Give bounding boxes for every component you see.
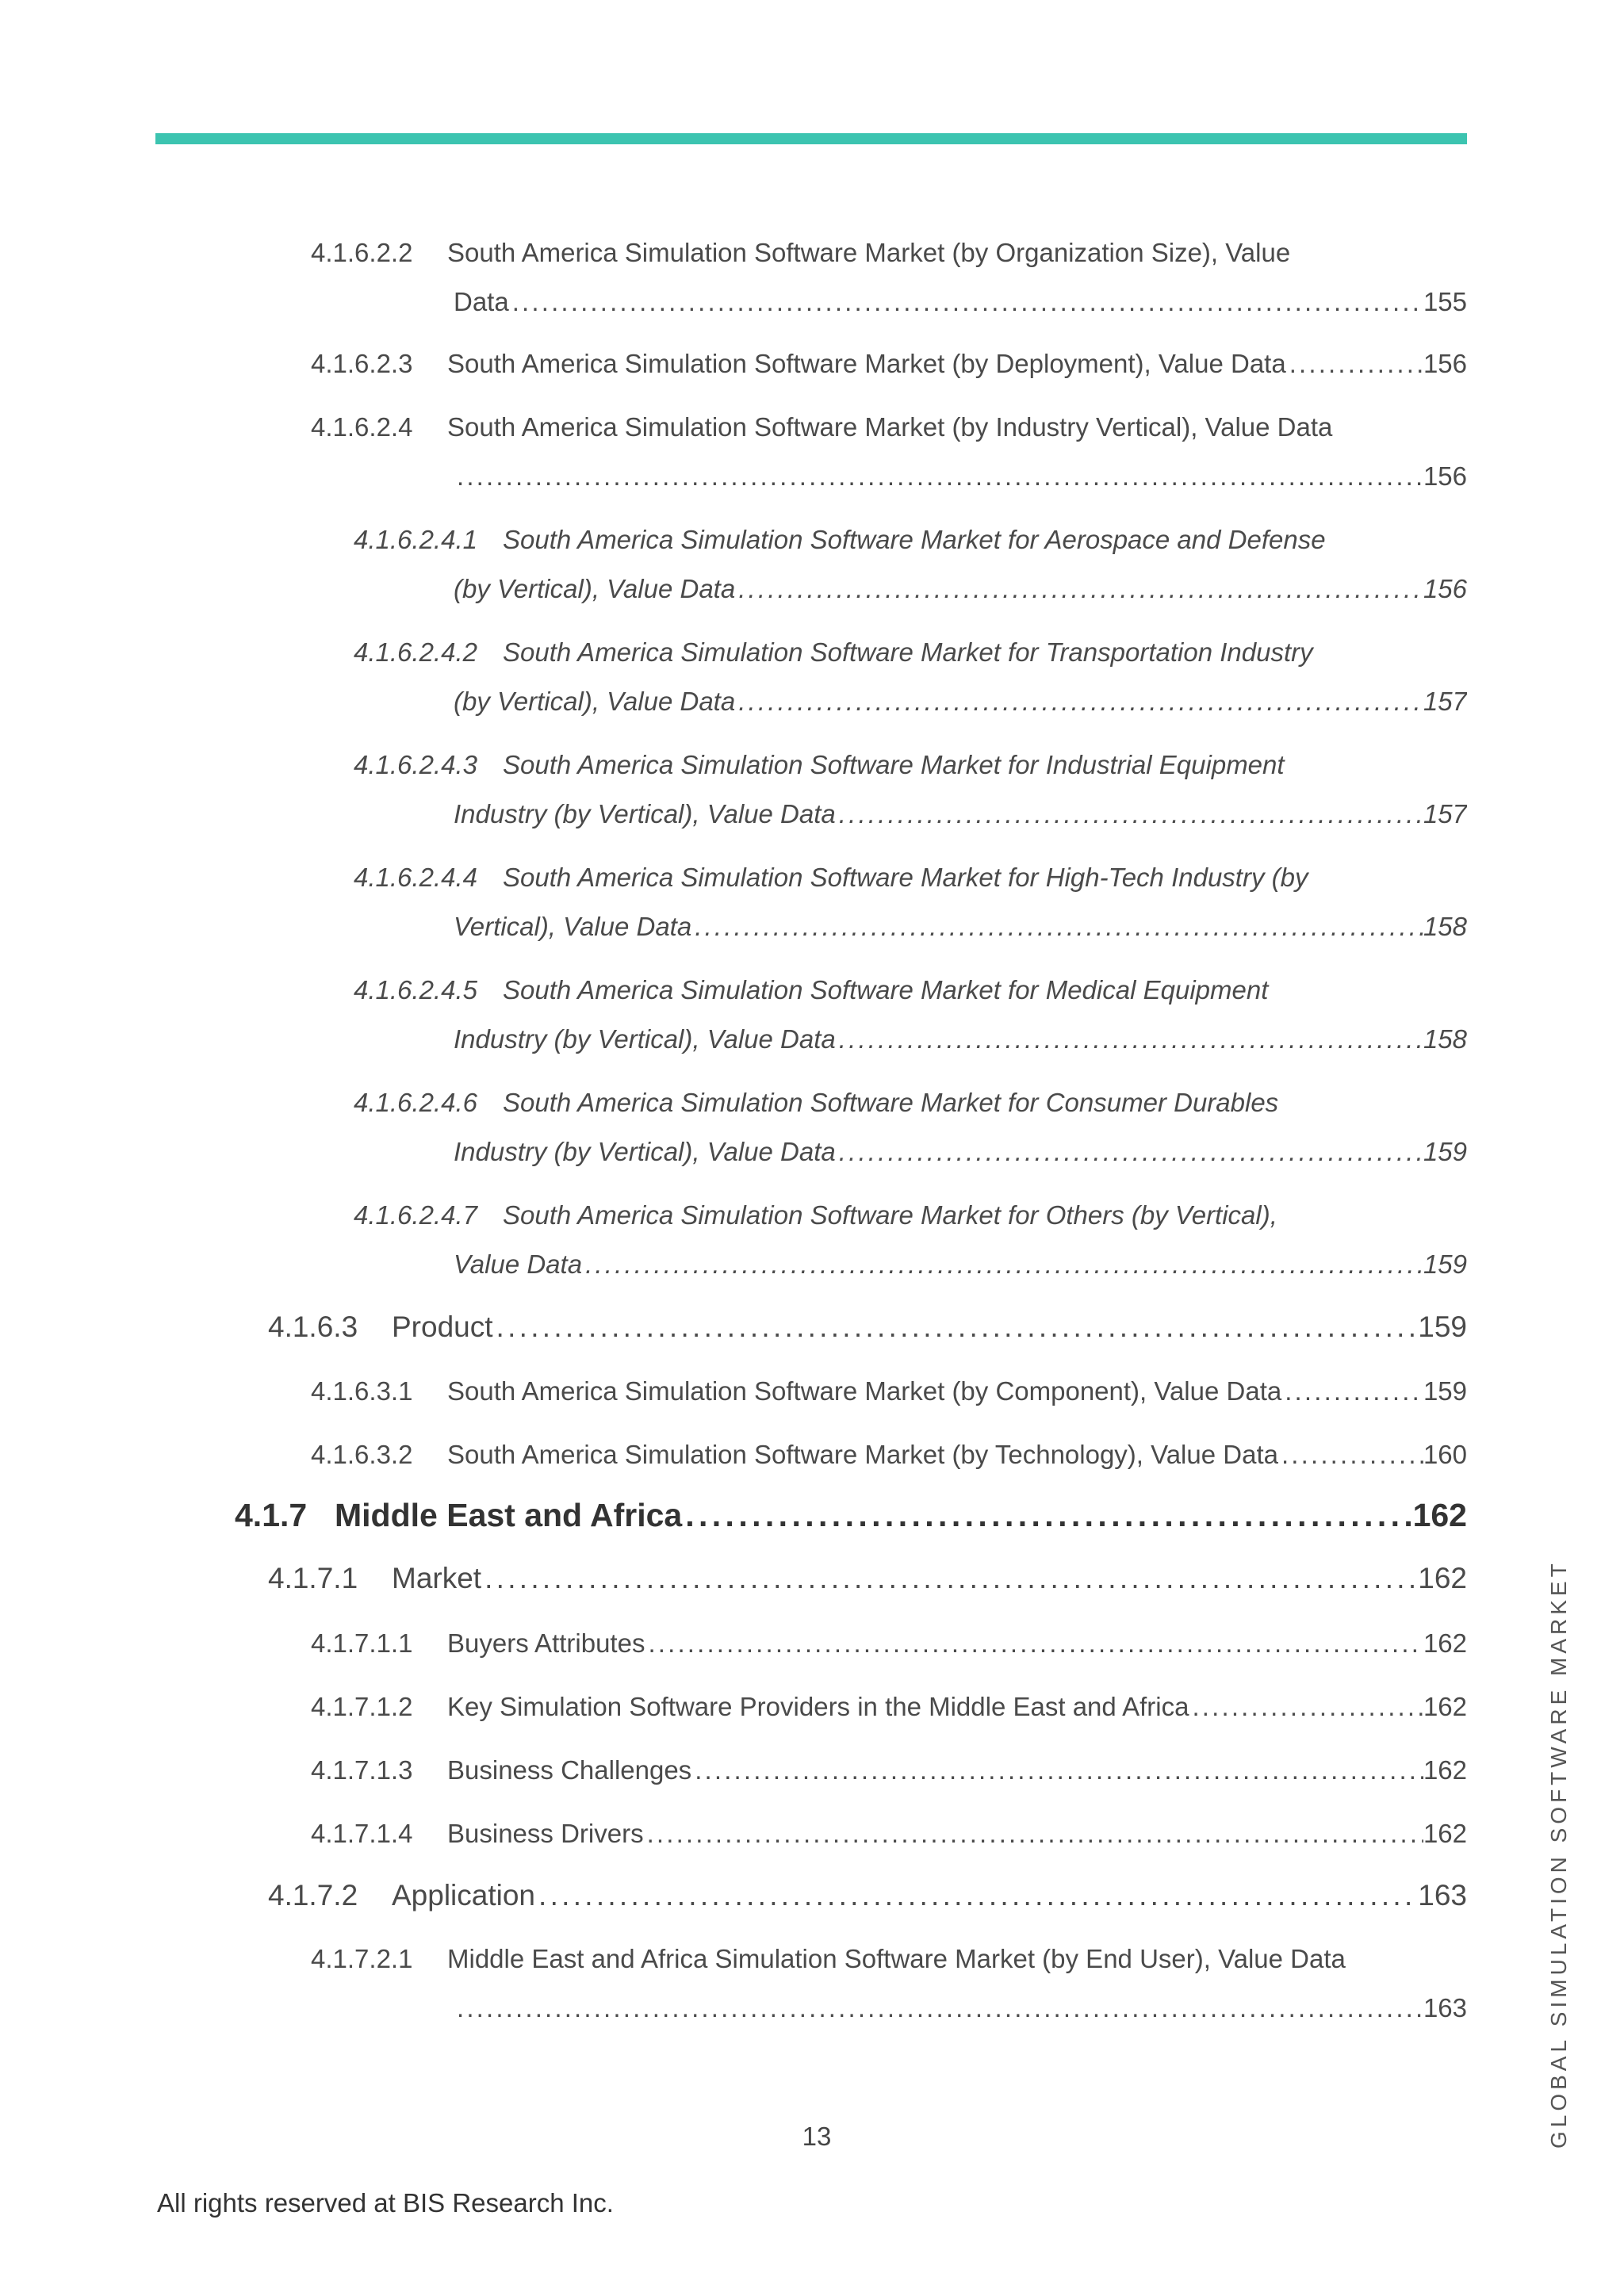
toc-entry-page: 162 xyxy=(1418,1562,1467,1594)
leader-dots xyxy=(1278,1430,1423,1479)
toc-entry-title-continued: Industry (by Vertical), Value Data xyxy=(454,799,836,828)
toc-entry-title: Application xyxy=(392,1879,536,1911)
leader-dots xyxy=(735,564,1423,614)
toc-entry[interactable] xyxy=(311,1619,1467,1668)
toc-entry-number: 4.1.6.2.4.2 xyxy=(354,637,477,667)
toc-entry-title-continued: Industry (by Vertical), Value Data xyxy=(454,1024,836,1054)
leader-dots xyxy=(481,1554,1418,1603)
toc-entry-number: 4.1.6.3 xyxy=(268,1311,358,1343)
toc-entry-title: South America Simulation Software Market for Transportation Industry xyxy=(503,637,1313,667)
toc-entry-page: 159 xyxy=(1418,1311,1467,1343)
toc-entry-title: South America Simulation Software Market for Medical Equipment xyxy=(503,975,1269,1004)
toc-entry-title: South America Simulation Software Market for High-Tech Industry (by xyxy=(503,863,1308,892)
toc-entry-title: South America Simulation Software Market (by Industry Vertical), Value Data xyxy=(447,412,1333,442)
toc-entry[interactable] xyxy=(311,228,1467,327)
toc-entry-page: 160 xyxy=(1423,1440,1467,1469)
toc-entry[interactable] xyxy=(354,966,1467,1064)
toc-entry-number: 4.1.6.2.3 xyxy=(311,349,413,378)
toc-entry-page: 163 xyxy=(1423,1993,1467,2022)
toc-entry-number: 4.1.7.1 xyxy=(268,1562,358,1594)
toc-entry-number: 4.1.6.2.4.1 xyxy=(354,525,477,554)
toc-entry[interactable] xyxy=(268,1554,1467,1603)
toc-entry[interactable] xyxy=(354,853,1467,951)
leader-dots xyxy=(535,1871,1418,1920)
toc-entry-title: South America Simulation Software Market for Aerospace and Defense xyxy=(503,525,1326,554)
toc-entry[interactable] xyxy=(354,1191,1467,1289)
toc-entry[interactable] xyxy=(311,1682,1467,1732)
toc-entry-number: 4.1.7.1.4 xyxy=(311,1819,413,1848)
toc-entry-title: South America Simulation Software Market (by Component), Value Data xyxy=(447,1376,1282,1406)
toc-entry-title-continued: Industry (by Vertical), Value Data xyxy=(454,1137,836,1166)
toc-entry-number: 4.1.7.1.2 xyxy=(311,1692,413,1721)
leader-dots xyxy=(836,1015,1423,1064)
leader-dots xyxy=(735,677,1423,726)
toc-entry-page: 156 xyxy=(1423,574,1467,603)
toc-entry-title: South America Simulation Software Market for Consumer Durables xyxy=(503,1088,1279,1117)
toc-entry-number: 4.1.7.2.1 xyxy=(311,1944,413,1973)
toc-entry[interactable] xyxy=(354,515,1467,614)
toc-entry-page: 162 xyxy=(1423,1819,1467,1848)
toc-entry-title: Business Challenges xyxy=(447,1755,692,1785)
toc-entry[interactable] xyxy=(311,1367,1467,1416)
toc-entry[interactable] xyxy=(311,1809,1467,1858)
toc-entry-page: 158 xyxy=(1423,912,1467,941)
toc-entry[interactable] xyxy=(354,1078,1467,1177)
toc-entry-page: 162 xyxy=(1412,1497,1467,1533)
toc-entry[interactable] xyxy=(311,1934,1467,2033)
leader-dots xyxy=(454,1984,1423,2033)
leader-dots xyxy=(1286,339,1423,388)
toc-entry-number: 4.1.6.3.2 xyxy=(311,1440,413,1469)
leader-dots xyxy=(493,1303,1419,1352)
toc-entry-title: Buyers Attributes xyxy=(447,1628,645,1658)
toc-entry-page: 156 xyxy=(1423,349,1467,378)
toc-entry-title: Middle East and Africa Simulation Software Market (by End User), Value Data xyxy=(447,1944,1346,1973)
toc-entry-page: 163 xyxy=(1418,1879,1467,1911)
toc-entry[interactable] xyxy=(311,339,1467,388)
toc-entry-number: 4.1.7.2 xyxy=(268,1879,358,1911)
toc-entry[interactable] xyxy=(235,1490,1467,1540)
toc-entry-page: 162 xyxy=(1423,1755,1467,1785)
leader-dots xyxy=(682,1490,1412,1540)
leader-dots xyxy=(644,1809,1423,1858)
toc-entry-number: 4.1.7 xyxy=(235,1497,308,1533)
toc-entry-title-continued: Value Data xyxy=(454,1249,583,1279)
toc-entry-page: 157 xyxy=(1423,799,1467,828)
toc-entry-number: 4.1.6.2.4.4 xyxy=(354,863,477,892)
toc-entry-title: South America Simulation Software Market for Others (by Vertical), xyxy=(503,1200,1277,1230)
toc-entry-title-continued: (by Vertical), Value Data xyxy=(454,687,736,716)
footer-copyright: All rights reserved at BIS Research Inc. xyxy=(157,2188,614,2218)
toc-entry-title: Middle East and Africa xyxy=(335,1497,683,1533)
toc-entry-title-continued: Data xyxy=(454,287,509,316)
page-number: 13 xyxy=(802,2122,832,2151)
toc-entry-page: 159 xyxy=(1423,1249,1467,1279)
toc-entry[interactable] xyxy=(311,1746,1467,1795)
leader-dots xyxy=(691,1746,1423,1795)
leader-dots xyxy=(691,902,1423,951)
toc-entry-title: Market xyxy=(392,1562,482,1594)
toc-entry-page: 155 xyxy=(1423,287,1467,316)
toc-entry[interactable] xyxy=(354,628,1467,726)
toc-entry[interactable] xyxy=(268,1303,1467,1352)
toc-entry-page: 159 xyxy=(1423,1137,1467,1166)
header-accent-bar xyxy=(155,133,1467,144)
toc-entry[interactable] xyxy=(311,1430,1467,1479)
toc-entry-page: 157 xyxy=(1423,687,1467,716)
toc-entry-title: South America Simulation Software Market (by Deployment), Value Data xyxy=(447,349,1286,378)
leader-dots xyxy=(836,1127,1423,1177)
leader-dots xyxy=(836,790,1423,839)
leader-dots xyxy=(454,452,1423,501)
toc-entry-number: 4.1.6.2.4 xyxy=(311,412,413,442)
toc-entry-number: 4.1.7.1.1 xyxy=(311,1628,413,1658)
toc-entry-number: 4.1.7.1.3 xyxy=(311,1755,413,1785)
toc-entry-title: Business Drivers xyxy=(447,1819,644,1848)
toc-entry[interactable] xyxy=(354,740,1467,839)
toc-entry-page: 156 xyxy=(1423,461,1467,491)
toc-entry[interactable] xyxy=(268,1871,1467,1920)
leader-dots xyxy=(645,1619,1423,1668)
toc-entry-title: South America Simulation Software Market (by Technology), Value Data xyxy=(447,1440,1278,1469)
leader-dots xyxy=(582,1240,1423,1289)
toc-entry-page: 162 xyxy=(1423,1692,1467,1721)
toc-entry-number: 4.1.6.2.4.7 xyxy=(354,1200,477,1230)
toc-entry-title: South America Simulation Software Market (by Organization Size), Value xyxy=(447,238,1291,267)
toc-entry-title: South America Simulation Software Market for Industrial Equipment xyxy=(503,750,1285,779)
leader-dots xyxy=(1281,1367,1423,1416)
toc-entry-title: Product xyxy=(392,1311,493,1343)
vertical-report-title: GLOBAL SIMULATION SOFTWARE MARKET xyxy=(1546,1559,1571,2149)
toc-entry-number: 4.1.6.2.4.6 xyxy=(354,1088,477,1117)
toc-entry-page: 159 xyxy=(1423,1376,1467,1406)
toc-entry-title-continued: Vertical), Value Data xyxy=(454,912,692,941)
toc-entry-number: 4.1.6.2.2 xyxy=(311,238,413,267)
toc-entry-page: 162 xyxy=(1423,1628,1467,1658)
toc-entry-title-continued: (by Vertical), Value Data xyxy=(454,574,736,603)
toc-entry-number: 4.1.6.3.1 xyxy=(311,1376,413,1406)
toc-entry-title: Key Simulation Software Providers in the Middle East and Africa xyxy=(447,1692,1189,1721)
toc-entry-number: 4.1.6.2.4.3 xyxy=(354,750,477,779)
toc-entry-number: 4.1.6.2.4.5 xyxy=(354,975,477,1004)
leader-dots xyxy=(509,277,1423,327)
toc-entry-page: 158 xyxy=(1423,1024,1467,1054)
toc-entry[interactable] xyxy=(311,403,1467,501)
leader-dots xyxy=(1189,1682,1423,1732)
